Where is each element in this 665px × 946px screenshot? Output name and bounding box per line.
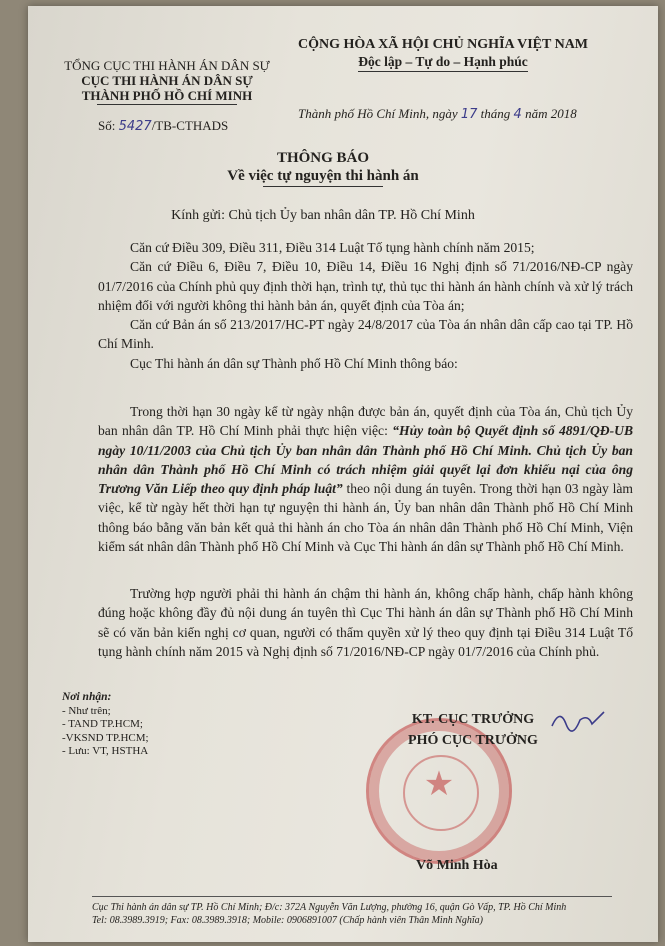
agency-underline xyxy=(97,104,237,105)
signature-title-1: KT. CỤC TRƯỞNG xyxy=(411,712,535,727)
paragraph-consequence: Trường hợp người phải thi hành án chậm thi hành án, không chấp hành, chấp hành không đúng hoặc không đầy đủ nội dung án tuyên thì Cục Thi hành án dân sự Thành phố Hồ Chí Minh sẽ có văn bản kiến nghị cơ quan, người có thẩm quyền xử lý theo quy định tại Điều 314 Luật Tố tụng hành chính năm 2015 và Nghị định số 71/2016/NĐ-CP ngày 01/7/2016 của Chính phủ. xyxy=(98,586,633,659)
paragraph-main xyxy=(98,402,633,556)
agency-header xyxy=(42,58,292,105)
title-sub: Về việc tự nguyện thi hành án xyxy=(227,168,419,184)
date-month: 4 xyxy=(513,107,522,122)
recipients-list xyxy=(62,691,149,759)
footer-contact xyxy=(92,902,622,927)
footer-divider xyxy=(92,896,612,897)
signature-title-2: PHÓ CỤC TRƯỞNG xyxy=(408,733,538,748)
main-text-a: Trong thời hạn 30 ngày kể từ ngày nhận được bản án, quyết định của Tòa án, Chủ tịch Ủy ban nhân dân TP. Hồ Chí Minh phải thực hiện việc: xyxy=(98,404,633,439)
date-day: 17 xyxy=(460,107,478,122)
document-page xyxy=(28,6,658,942)
seal-star-icon: ★ xyxy=(423,766,455,803)
date-year: năm 2018 xyxy=(525,106,577,121)
notice-content xyxy=(98,402,633,556)
recipient-item: -VKSND TP.HCM; xyxy=(62,731,149,744)
number-suffix: /TB-CTHADS xyxy=(151,118,229,133)
recipient-item: - TAND TP.HCM; xyxy=(62,718,143,731)
number-prefix: Số: xyxy=(98,118,116,133)
document-number xyxy=(98,118,228,134)
agency-line-3: THÀNH PHỐ HỒ CHÍ MINH xyxy=(81,88,253,103)
motto-underline xyxy=(358,71,528,72)
main-text-quote: “Hủy toàn bộ Quyết định số 4891/QĐ-UB ngày 10/11/2003 của Chủ tịch Ủy ban nhân dân Thành phố Hồ Chí Minh. Chủ tịch Ủy ban nhân dân Thành phố Hồ Chí Minh có trách nhiệm giải quyết lại đơn khiếu nại của ông Trương Văn Liếp theo quy định pháp luật” xyxy=(98,423,634,497)
national-header xyxy=(298,36,588,72)
title-main: THÔNG BÁO xyxy=(276,150,370,166)
paragraph-basis-2: Căn cứ Điều 6, Điều 7, Điều 10, Điều 14, Điều 16 Nghị định số 71/2016/NĐ-CP ngày 01/7/2016 của Chính phủ quy định thời hạn, trình tự, thủ tục thi hành án hành chính và xử lý trách nhiệm đối với người không thi hành bản án, quyết định của Tòa án; xyxy=(98,259,633,313)
agency-line-2: CỤC THI HÀNH ÁN DÂN SỰ xyxy=(81,73,253,88)
recipient-line: Kính gửi: Chủ tịch Ủy ban nhân dân TP. Hồ Chí Minh xyxy=(171,208,475,223)
footer-address: Cục Thi hành án dân sự TP. Hồ Chí Minh; Đ/c: 372A Nguyễn Văn Lượng, phường 16, quận Gò Vấp, TP. Hồ Chí Minh xyxy=(92,902,567,913)
title-underline xyxy=(263,186,383,187)
national-title: CỘNG HÒA XÃ HỘI CHỦ NGHĨA VIỆT NAM xyxy=(298,37,589,52)
agency-line-1: TỔNG CỤC THI HÀNH ÁN DÂN SỰ xyxy=(64,58,270,73)
footer-phone: Tel: 08.3989.3919; Fax: 08.3989.3918; Mobile: 0906891007 (Chấp hành viên Thân Minh Nghĩa) xyxy=(92,914,483,926)
paragraph-notice-intro: Cục Thi hành án dân sự Thành phố Hồ Chí Minh thông báo: xyxy=(130,355,458,371)
national-motto: Độc lập – Tự do – Hạnh phúc xyxy=(358,54,528,69)
paragraph-basis-3: Căn cứ Bản án số 213/2017/HC-PT ngày 24/8/2017 của Tòa án nhân dân cấp cao tại TP. Hồ Chí Minh. xyxy=(98,317,633,352)
date-month-label: tháng xyxy=(480,106,511,121)
recipients-title: Nơi nhận: xyxy=(62,691,112,703)
consequence xyxy=(98,584,633,661)
recipient-item: - Như trên; xyxy=(62,704,111,717)
recipient-item: - Lưu: VT, HSTHA xyxy=(62,745,149,758)
paragraph-basis-1: Căn cứ Điều 309, Điều 311, Điều 314 Luật Tố tụng hành chính năm 2015; xyxy=(130,240,535,255)
main-text-c: theo nội dung án tuyên. Trong thời hạn 03 ngày làm việc, kể từ ngày hết thời hạn tự nguyện thi hành án, Ủy ban nhân dân Thành phố Hồ Chí Minh thông báo bằng văn bản kết quả thi hành án cho Tòa án nhân dân Thành phố Hồ Chí Minh, Viện kiểm sát nhân dân Thành phố Hồ Chí Minh và Cục Thi hành án dân sự Thành phố Hồ Chí Minh. xyxy=(98,481,633,555)
handwritten-signature xyxy=(548,706,608,736)
signer-name: Võ Minh Hòa xyxy=(416,858,498,873)
document-date xyxy=(298,106,577,122)
document-title xyxy=(28,149,618,187)
legal-basis xyxy=(98,238,633,373)
number-value: 5427 xyxy=(118,119,152,134)
date-prefix: Thành phố Hồ Chí Minh, ngày xyxy=(298,106,458,121)
